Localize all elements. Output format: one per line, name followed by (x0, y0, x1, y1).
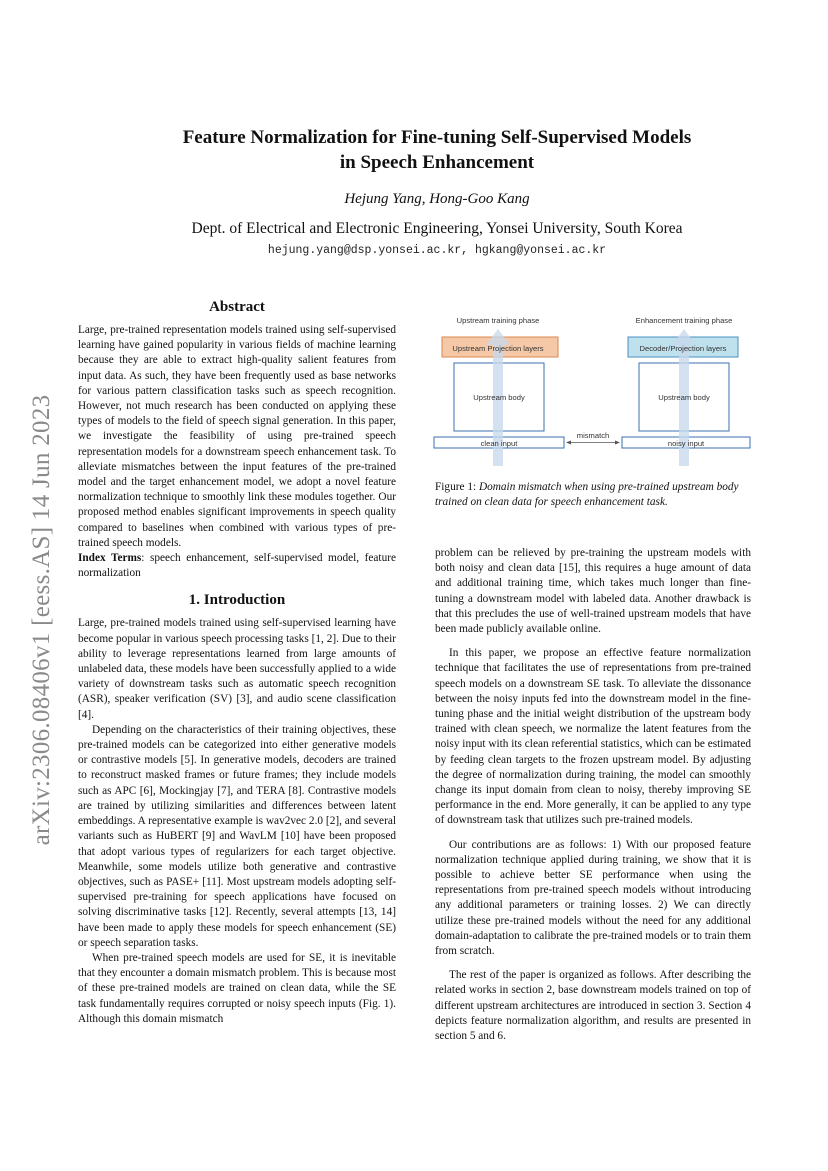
upstream-projection-label: Upstream Projection layers (452, 344, 544, 353)
figure-1 (432, 312, 752, 468)
abstract-text: Large, pre-trained representation models trained using self-supervised learning have gained popularity in various fields of machine learning because they are able to extract high-quality salient features from input data. As such, they have been frequently used as base networks for various pattern classification tasks such as speech recognition. However, not much research has been conducted on applying these types of models to the field of speech signal generation. In this paper, we investigate the feasibility of using pre-trained speech representation models for a downstream speech enhancement task. To alleviate mismatches between the input features of the pre-trained model and the target enhancement model, we adopt a novel feature normalization technique to smoothly link these modules together. Our proposed method enables significant improvements in speech quality compared to baselines when combined with various types of pre-trained speech models. (78, 324, 396, 549)
decoder-projection-label: Decoder/Projection layers (639, 344, 727, 353)
index-terms (78, 551, 396, 581)
title-line-2: in Speech Enhancement (339, 152, 535, 173)
clean-input-label: clean input (480, 439, 518, 448)
noisy-input-label: noisy input (667, 439, 705, 448)
intro-paragraph-2: Depending on the characteristics of their training objectives, these pre-trained models can be categorized into either generative models or contrastive models [5]. In generative models, decoders are trained to reconstruct masked frames or future frames; they include models such as APC [6], Mockingjay [7], and TERA [8]. Contrastive models are trained by utilizing similarities and differences between latent embeddings. A representative example is wav2vec 2.0 [2], and several variants such as HuBERT [9] and WavLM [10] have been proposed that adopt various types of regularizers for each target objective. Meanwhile, some models utilize both generative and contrastive objectives, such as PASE+ [11]. Most upstream models adopting self-supervised pre-training for speech applications have focused on solving discriminative tasks [12]. Recently, several attempts [13, 14] have been made to apply these models for speech enhancement (SE) or speech separation tasks. (78, 723, 396, 949)
abstract-heading: Abstract (209, 299, 265, 315)
intro-paragraph-4: In this paper, we propose an effective feature normalization technique that facilitates the use of representations from pre-trained speech models on a downstream SE task. To alleviate the dissonance between the noisy inputs fed into the downstream model in the fine-tuning phase and the initial weight distribution of the upstream body trained with clean speech, we normalize the latent features from the noisy input with its clean referential statistics, which can be estimated by feeding clean targets to the frozen upstream model. By adjusting the degree of normalization during training, the model can smoothly change its input domain from clean to noisy, thereby improving SE performance in the end. More generally, it can be applied to any type of downstream task that utilizes such pre-trained models. (435, 647, 751, 827)
caption-label: Figure 1: (435, 481, 479, 493)
caption-text: Domain mismatch when using pre-trained upstream body trained on clean data for speech enhancement task. (435, 481, 739, 509)
intro-paragraph-3: When pre-trained speech models are used for SE, it is inevitable that they encounter a domain mismatch problem. This is because most of these pre-trained models are trained on clean data, while the SE task fundamentally requires corrupted or noisy speech inputs (Fig. 1). Although this domain mismatch (78, 951, 396, 1025)
right-phase-label: Enhancement training phase (635, 316, 733, 325)
left-column (78, 298, 396, 1027)
intro-paragraph-1: Large, pre-trained models trained using self-supervised learning have become popular in various speech processing tasks [1, 2]. Due to their ability to leverage representations learned from large amounts of unlabeled data, these models have been successfully applied to a wide variety of downstream tasks such as automatic speech recognition (ASR), speaker verification (SV) [3], and audio scene classification [4]. (78, 617, 396, 721)
mismatch-double-arrow (566, 441, 620, 445)
author-emails: hejung.yang@dsp.yonsei.ac.kr, hgkang@yonsei.ac.kr (267, 244, 607, 257)
mismatch-label: mismatch (576, 431, 610, 440)
right-upstream-body-label: Upstream body (658, 393, 710, 402)
intro-paragraph-3-continued: problem can be relieved by pre-training the upstream models with both noisy and clean data [15], this requires a huge amount of data and additional training time, which takes much longer than fine-tuning a downstream model with labeled data. Another drawback is that this precludes the use of well-trained upstream models that have been made publicly available online. (435, 547, 751, 636)
index-terms-text: : speech enhancement, self-supervised model, feature normalization (78, 552, 396, 580)
figure-1-caption (435, 480, 751, 510)
intro-paragraph-6: The rest of the paper is organized as follows. After describing the related works in section 2, base downstream models trained on top of different upstream architectures are introduced in section 3. Section 4 depicts feature normalization algorithm, and results are presented in section 5 and 6. (435, 969, 751, 1043)
paper-header (110, 125, 764, 257)
left-upstream-body-label: Upstream body (473, 393, 525, 402)
authors: Hejung Yang, Hong-Goo Kang (344, 191, 530, 207)
arxiv-identifier: arXiv:2306.08406v1 [eess.AS] 14 Jun 2023 (28, 394, 55, 846)
title-line-1: Feature Normalization for Fine-tuning Self-Supervised Models (182, 127, 692, 148)
index-terms-label: Index Terms (78, 552, 142, 565)
left-phase-label: Upstream training phase (456, 316, 540, 325)
right-column (435, 546, 751, 1044)
paper-title (110, 125, 764, 175)
intro-paragraph-5: Our contributions are as follows: 1) With our proposed feature normalization technique applied during training, we show that it is possible to achieve better SE performance when using the representations from pre-trained speech models without introducing any additional parameters or training losses. 2) We can directly utilize these pre-trained models without the need for any additional domain-adaptation to calibrate the pre-trained models or to train them from scratch. (435, 838, 751, 958)
arxiv-stamp (22, 360, 62, 880)
domain-mismatch-diagram (432, 312, 752, 468)
affiliation: Dept. of Electrical and Electronic Engineering, Yonsei University, South Korea (191, 220, 683, 237)
introduction-heading: 1. Introduction (188, 592, 286, 609)
